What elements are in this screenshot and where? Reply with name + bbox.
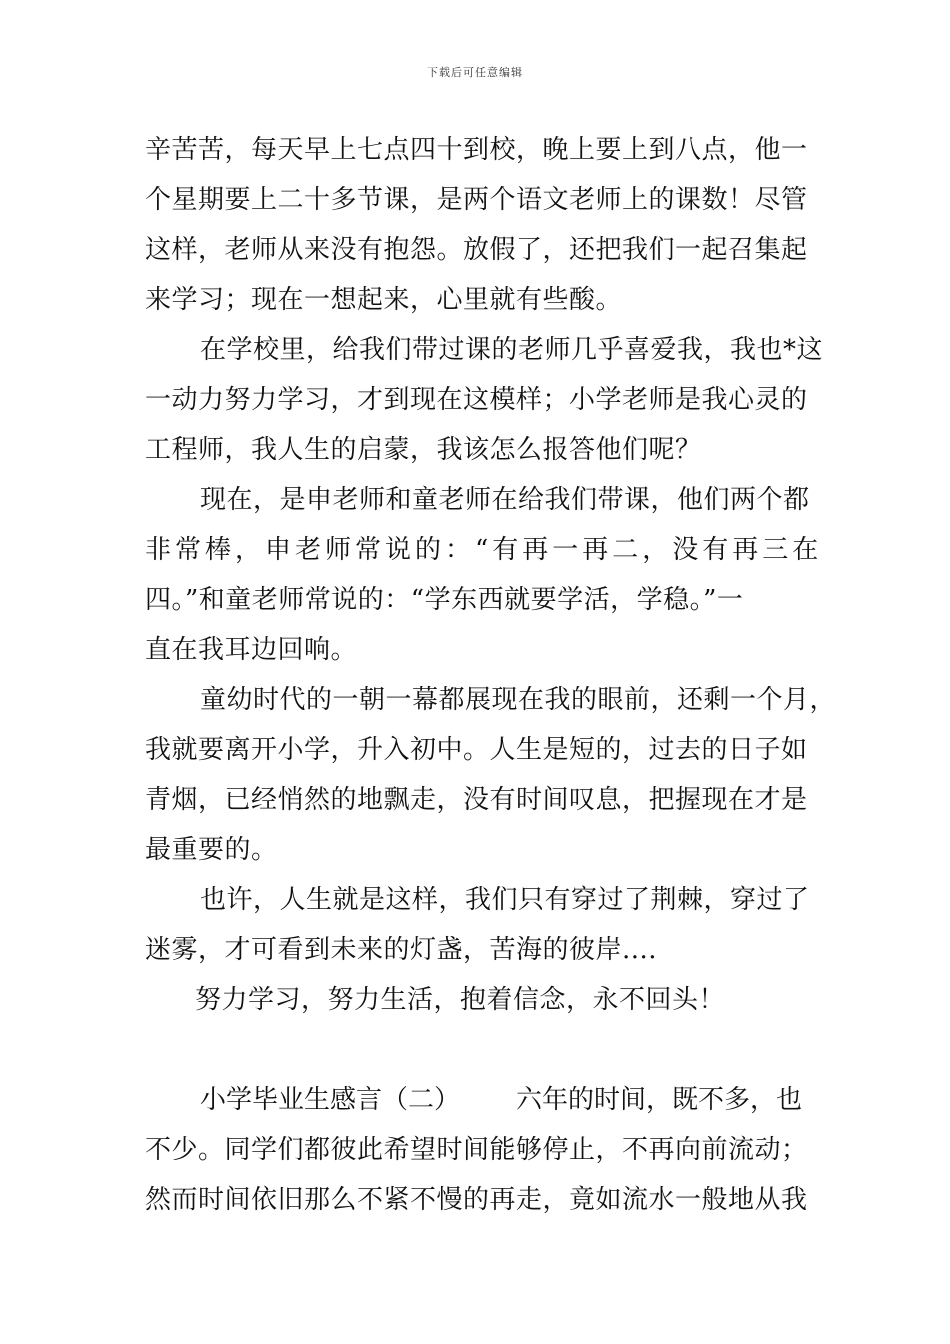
paragraph-line: 来学习；现在一想起来，心里就有些酸。: [145, 285, 623, 315]
section-heading-line: [0, 1083, 950, 1117]
paragraph-line: 青烟，已经悄然的地飘走，没有时间叹息，把握现在才是: [145, 785, 808, 815]
paragraph-line: 非常棒，申老师常说的：“有再一再二，没有再三在: [145, 535, 823, 565]
paragraph-line: 现在，是申老师和童老师在给我们带课，他们两个都: [200, 485, 810, 515]
paragraph-line: 辛苦苦，每天早上七点四十到校，晚上要上到八点，他一: [145, 135, 808, 165]
paragraph-line: 在学校里，给我们带过课的老师几乎喜爱我，我也*这: [200, 335, 824, 365]
paragraph-line: 童幼时代的一朝一幕都展现在我的眼前，还剩一个月，: [200, 685, 837, 715]
paragraph-line: 也许，人生就是这样，我们只有穿过了荆棘，穿过了: [200, 885, 810, 915]
paragraph-line: 四。”和童老师常说的：“学东西就要学活，学稳。”一: [145, 585, 744, 615]
page-header: 下载后可任意编辑: [427, 66, 523, 79]
paragraph-line: 一动力努力学习，才到现在这模样；小学老师是我心灵的: [145, 385, 808, 415]
paragraph-line: 努力学习，努力生活，抱着信念，永不回头！: [195, 985, 726, 1015]
paragraph-line: 直在我耳边回响。: [145, 635, 358, 665]
paragraph-line: 然而时间依旧那么不紧不慢的再走，竟如流水一般地从我: [145, 1185, 808, 1215]
paragraph-line: 个星期要上二十多节课，是两个语文老师上的课数！尽管: [145, 185, 808, 215]
paragraph-line: 最重要的。: [145, 835, 278, 865]
paragraph-line: 这样，老师从来没有抱怨。放假了，还把我们一起召集起: [145, 235, 808, 265]
section-title: 小学毕业生感言（二）: [200, 1085, 461, 1115]
paragraph-line: 不少。同学们都彼此希望时间能够停止，不再向前流动；: [145, 1135, 808, 1165]
paragraph-line: 我就要离开小学，升入初中。人生是短的，过去的日子如: [145, 735, 808, 765]
paragraph-line: 工程师，我人生的启蒙，我该怎么报答他们呢？: [145, 435, 702, 465]
section-first-line: 六年的时间，既不多，也: [516, 1085, 803, 1115]
paragraph-line: 迷雾，才可看到未来的灯盏，苦海的彼岸....: [145, 935, 658, 965]
